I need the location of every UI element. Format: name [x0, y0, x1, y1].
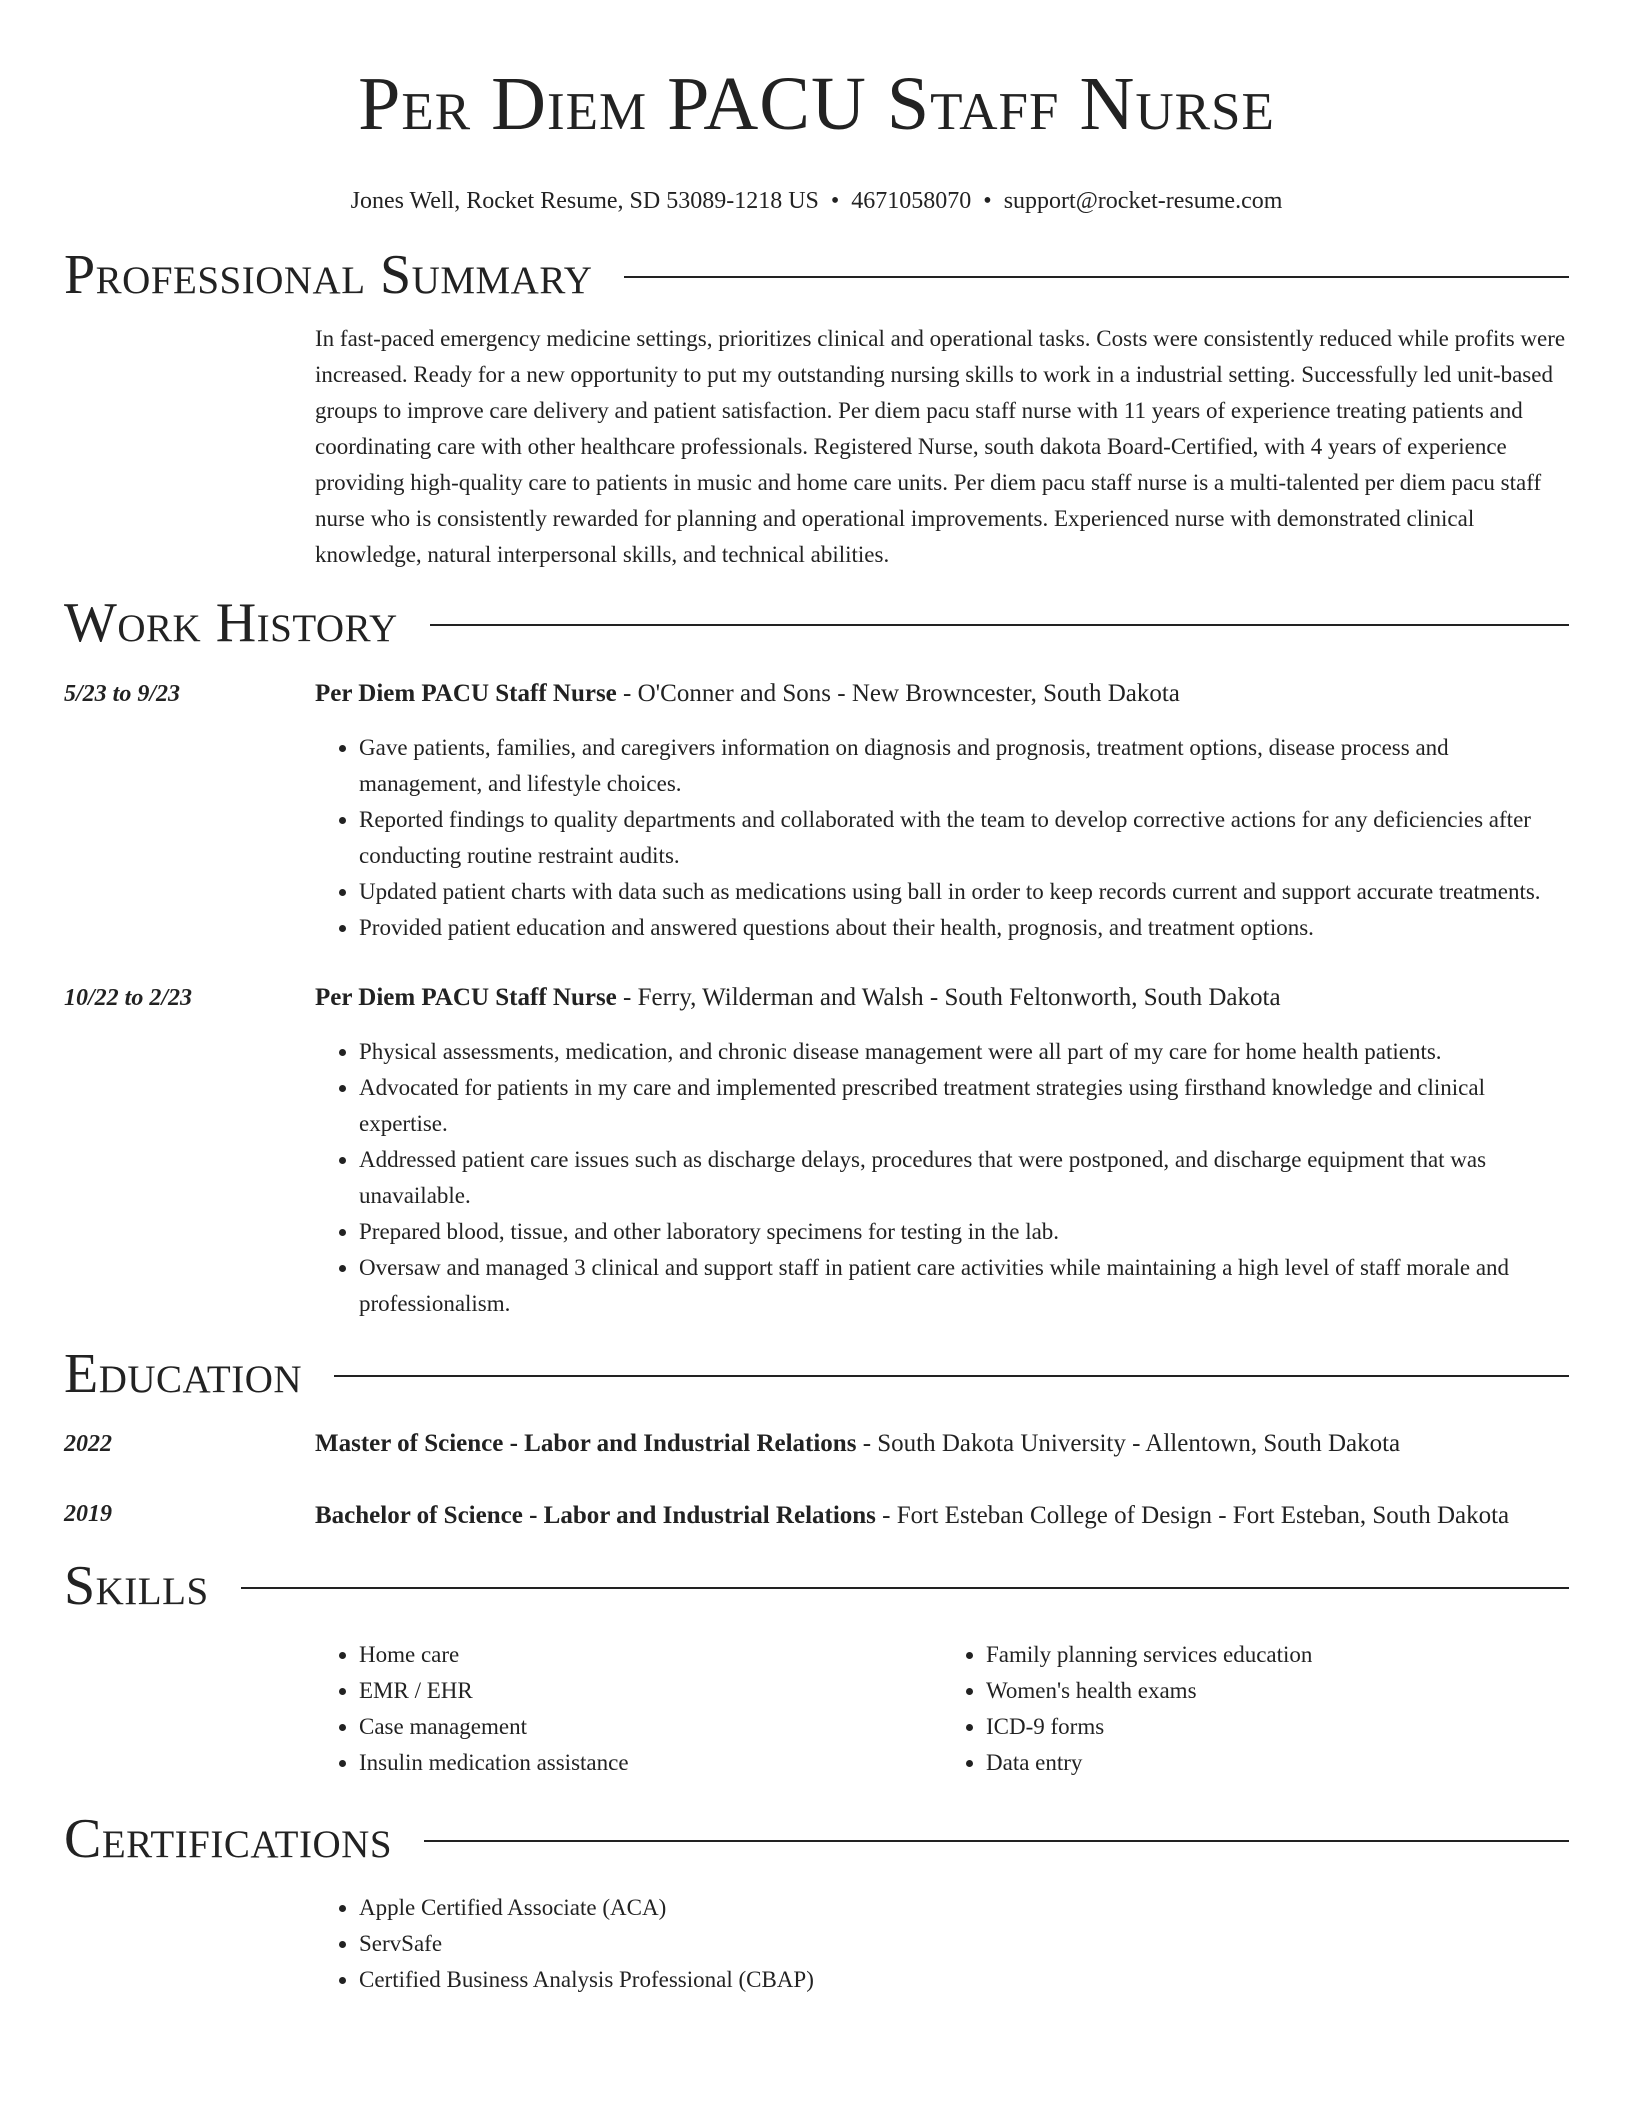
contact-address: Jones Well, Rocket Resume, SD 53089-1218 US [350, 188, 819, 214]
section-divider [424, 1840, 1569, 1842]
job-title: Per Diem PACU Staff Nurse [315, 680, 617, 707]
skills-grid [315, 1637, 1569, 1781]
education-year: 2022 [64, 1431, 112, 1457]
skills-list-left [315, 1637, 942, 1781]
education-details: - South Dakota University - Allentown, South Dakota [856, 1430, 1401, 1457]
skill-item: • ICD-9 forms [986, 1709, 1569, 1745]
job-title-line [315, 980, 1569, 1016]
skills-row [64, 1637, 1569, 1781]
job-details: - Ferry, Wilderman and Walsh - South Feltonworth, South Dakota [616, 984, 1281, 1011]
work-section-header [64, 591, 1569, 655]
education-degree: Bachelor of Science - Labor and Industrial Relations [315, 1502, 876, 1529]
skill-item: • Home care [359, 1637, 942, 1673]
certifications-row [64, 1890, 1569, 1998]
contact-separator: • [983, 188, 992, 214]
summary-row [64, 321, 1569, 573]
skills-heading: Skills [64, 1555, 209, 1617]
resume-name: Per Diem PACU Staff Nurse [358, 62, 1275, 146]
work-heading: Work History [64, 592, 398, 654]
job-details: - O'Conner and Sons - New Browncester, South Dakota [616, 680, 1180, 707]
education-degree: Master of Science - Labor and Industrial Relations [315, 1430, 857, 1457]
job-title-line [315, 676, 1569, 712]
job-bullet: • Reported findings to quality departments and collaborated with the team to develop corrective actions for any deficiencies after conducting routine restraint audits. [359, 802, 1569, 874]
section-divider [241, 1587, 1569, 1589]
job-bullet: • Prepared blood, tissue, and other laboratory specimens for testing in the lab. [359, 1214, 1569, 1250]
skill-item: • EMR / EHR [359, 1673, 942, 1709]
education-entry [64, 1496, 1569, 1536]
job-dates: 5/23 to 9/23 [64, 681, 181, 707]
summary-section-header [64, 243, 1569, 307]
job-bullets [315, 1034, 1569, 1322]
education-entry [64, 1426, 1569, 1462]
certifications-heading: Certifications [64, 1808, 393, 1870]
contact-phone: 4671058070 [851, 188, 972, 214]
skill-item: • Women's health exams [986, 1673, 1569, 1709]
contact-email: support@rocket-resume.com [1003, 188, 1283, 214]
job-bullet: • Updated patient charts with data such as medications using ball in order to keep records current and support accurate treatments. [359, 874, 1569, 910]
certification-item: • Apple Certified Associate (ACA) [359, 1890, 1569, 1926]
job-entry [64, 980, 1569, 1322]
certifications-list [315, 1890, 1569, 1998]
job-entry [64, 676, 1569, 946]
certifications-section-header [64, 1807, 1569, 1871]
job-title: Per Diem PACU Staff Nurse [315, 984, 617, 1011]
job-bullet: • Provided patient education and answered questions about their health, prognosis, and treatment options. [359, 910, 1569, 946]
job-bullet: • Physical assessments, medication, and chronic disease management were all part of my care for home health patients. [359, 1034, 1569, 1070]
skill-item: • Insulin medication assistance [359, 1745, 942, 1781]
contact-line [64, 186, 1569, 216]
education-line [315, 1426, 1569, 1462]
section-divider [430, 624, 1569, 626]
certification-item: • Certified Business Analysis Professional (CBAP) [359, 1962, 1569, 1998]
job-bullet: • Addressed patient care issues such as discharge delays, procedures that were postponed, and discharge equipment that was unavailable. [359, 1142, 1569, 1214]
skill-item: • Case management [359, 1709, 942, 1745]
job-bullet: • Gave patients, families, and caregivers information on diagnosis and prognosis, treatment options, disease process and management, and lifestyle choices. [359, 730, 1569, 802]
summary-text: In fast-paced emergency medicine settings, prioritizes clinical and operational tasks. Costs were consistently reduced while profits were increased. Ready for a new opportunity to put my outstanding nursing skills to work in a industrial setting. Successfully led unit-based groups to improve care delivery and patient satisfaction. Per diem pacu staff nurse with 11 years of experience treating patients and coordinating care with other healthcare professionals. Registered Nurse, south dakota Board-Certified, with 4 years of experience providing high-quality care to patients in music and home care units. Per diem pacu staff nurse is a multi-talented per diem pacu staff nurse who is consistently rewarded for planning and operational improvements. Experienced nurse with demonstrated clinical knowledge, natural interpersonal skills, and technical abilities. [315, 326, 1566, 567]
section-divider [624, 276, 1569, 278]
summary-heading: Professional Summary [64, 244, 593, 306]
skill-item: • Family planning services education [986, 1637, 1569, 1673]
skills-list-right [942, 1637, 1569, 1781]
job-dates: 10/22 to 2/23 [64, 985, 193, 1011]
section-divider [334, 1375, 1569, 1377]
certification-item: • ServSafe [359, 1926, 1569, 1962]
education-section-header [64, 1342, 1569, 1406]
education-details: - Fort Esteban College of Design - Fort Esteban, South Dakota [875, 1502, 1510, 1529]
education-year: 2019 [64, 1501, 112, 1527]
education-line [315, 1496, 1569, 1536]
job-bullets [315, 730, 1569, 946]
job-bullet: • Oversaw and managed 3 clinical and support staff in patient care activities while maintaining a high level of staff morale and professionalism. [359, 1250, 1569, 1322]
skills-section-header [64, 1554, 1569, 1618]
job-bullet: • Advocated for patients in my care and implemented prescribed treatment strategies using firsthand knowledge and clinical expertise. [359, 1070, 1569, 1142]
contact-separator: • [830, 188, 840, 214]
skill-item: • Data entry [986, 1745, 1569, 1781]
education-heading: Education [64, 1343, 303, 1405]
